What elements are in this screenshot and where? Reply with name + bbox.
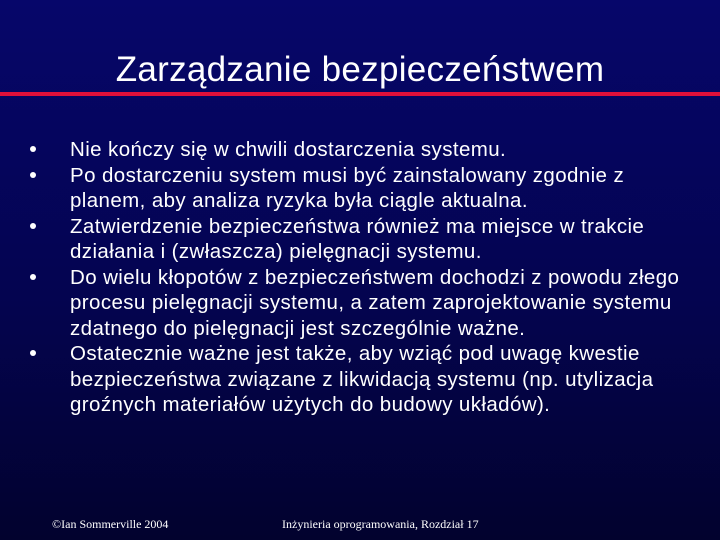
footer-copyright: ©Ian Sommerville 2004	[52, 517, 169, 531]
bullet-item	[30, 341, 700, 418]
bullet-list	[30, 137, 700, 418]
bullet-text: Do wielu kłopotów z bezpieczeństwem dochodzi z powodu złego procesu pielęgnacji systemu, a zatem zaprojektowanie systemu zdatnego do pielęgnacji jest szczególnie ważne.	[70, 265, 680, 340]
bullet-dot-icon	[30, 274, 36, 280]
bullet-dot-icon	[30, 172, 36, 178]
bullet-dot-icon	[30, 350, 36, 356]
bullet-text: Zatwierdzenie bezpieczeństwa również ma miejsce w trakcie działania i (zwłaszcza) pielęgnacji systemu.	[70, 214, 645, 263]
bullet-dot-icon	[30, 146, 36, 152]
bullet-text: Po dostarczeniu system musi być zainstalowany zgodnie z planem, aby analiza ryzyka była ciągle aktualna.	[70, 163, 625, 212]
bullet-text: Ostatecznie ważne jest także, aby wziąć pod uwagę kwestie bezpieczeństwa związane z likwidacją systemu (np. utylizacja groźnych materiałów użytych do budowy układów).	[70, 342, 654, 416]
footer-chapter: Inżynieria oprogramowania, Rozdział 17	[282, 517, 479, 531]
bullet-item	[30, 265, 700, 342]
bullet-item	[30, 214, 700, 265]
bullet-item	[30, 163, 700, 214]
slide-title: Zarządzanie bezpieczeństwem	[115, 50, 605, 89]
title-underline	[0, 92, 720, 96]
bullet-dot-icon	[30, 223, 36, 229]
bullet-text: Nie kończy się w chwili dostarczenia systemu.	[70, 138, 507, 161]
bullet-item	[30, 137, 700, 163]
